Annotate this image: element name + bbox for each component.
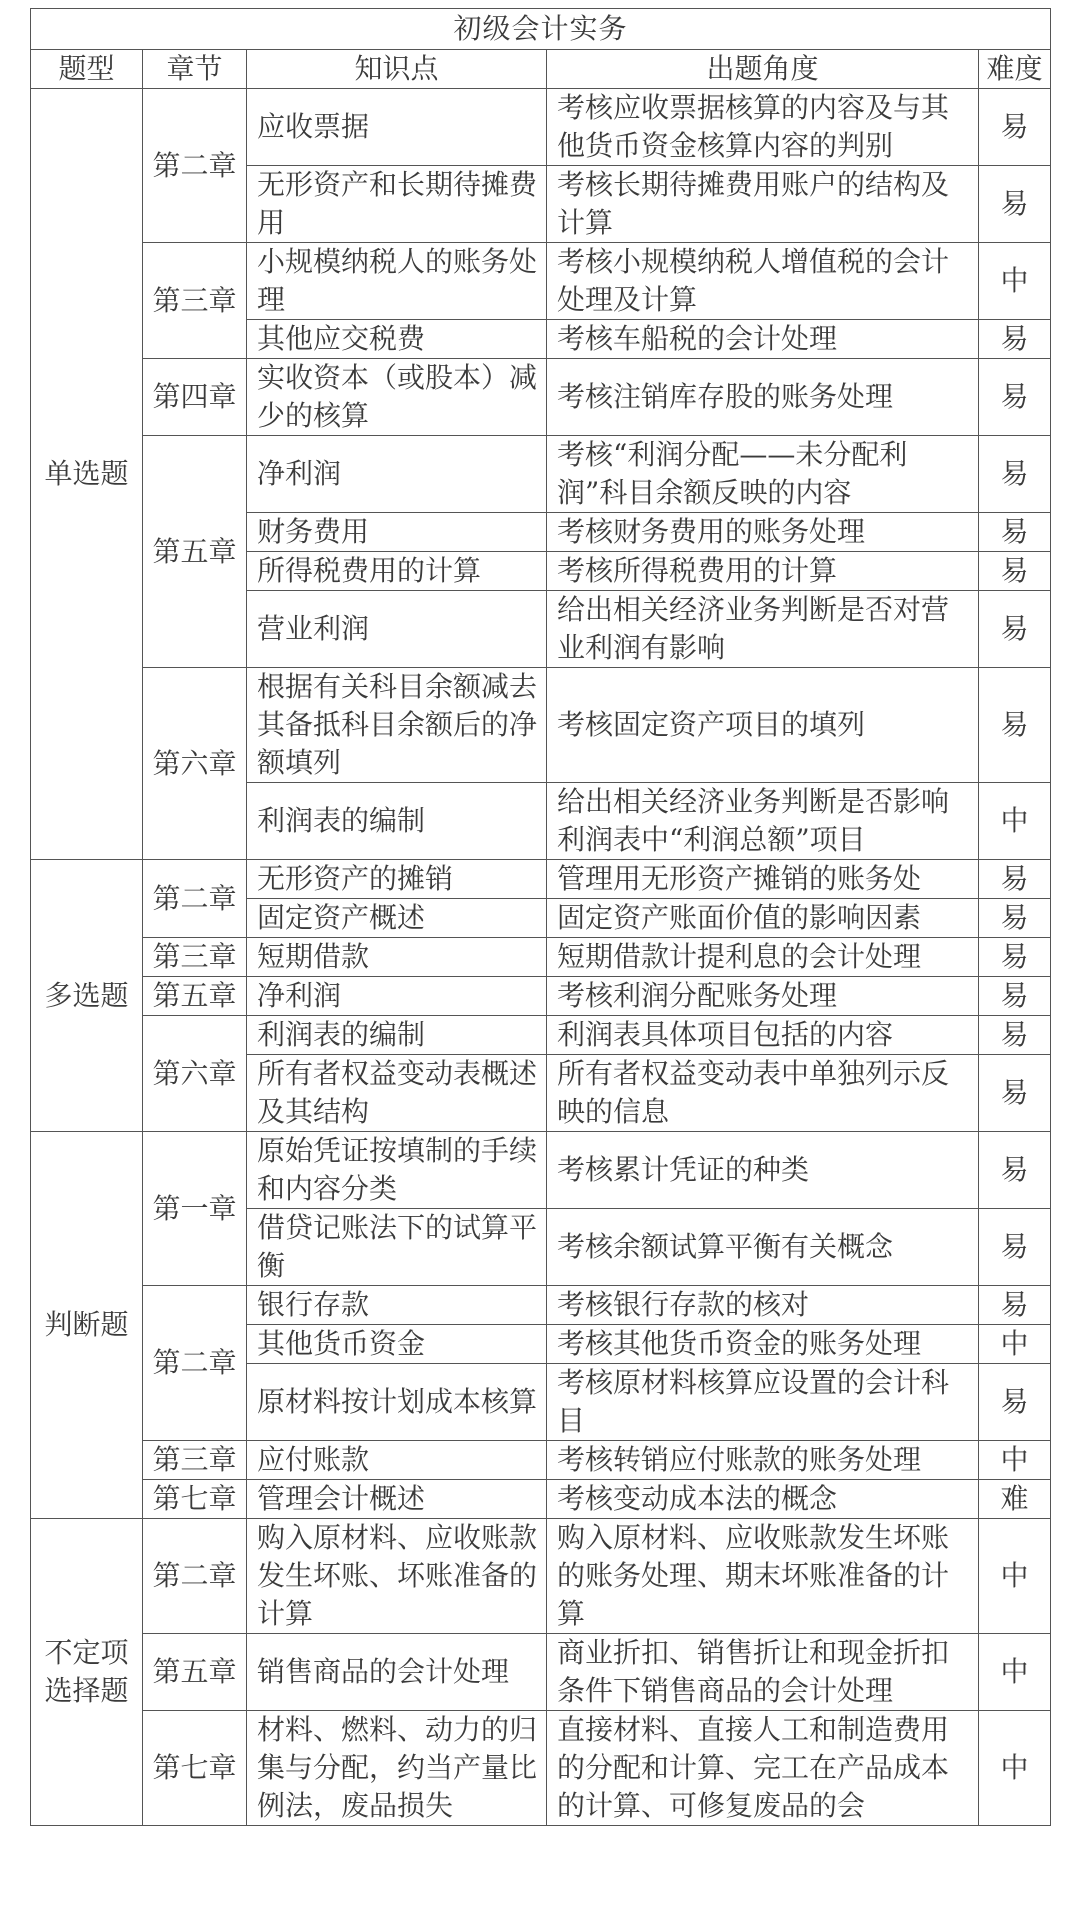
chapter-cell: 第六章 — [143, 1016, 247, 1132]
chapter-cell: 第二章 — [143, 1519, 247, 1634]
header-angle: 出题角度 — [547, 50, 979, 89]
chapter-cell: 第二章 — [143, 1286, 247, 1441]
knowledge-point-cell: 借贷记账法下的试算平衡 — [247, 1209, 547, 1286]
chapter-cell: 第六章 — [143, 668, 247, 860]
question-angle-cell: 考核财务费用的账务处理 — [547, 513, 979, 552]
question-angle-cell: 考核小规模纳税人增值税的会计处理及计算 — [547, 243, 979, 320]
chapter-cell: 第二章 — [143, 89, 247, 243]
knowledge-point-cell: 应付账款 — [247, 1441, 547, 1480]
question-angle-cell: 给出相关经济业务判断是否影响利润表中“利润总额”项目 — [547, 783, 979, 860]
difficulty-cell: 易 — [979, 320, 1051, 359]
knowledge-point-cell: 银行存款 — [247, 1286, 547, 1325]
question-type-cell: 不定项选择题 — [31, 1519, 143, 1826]
chapter-cell: 第五章 — [143, 1634, 247, 1711]
difficulty-cell: 易 — [979, 1016, 1051, 1055]
chapter-cell: 第四章 — [143, 359, 247, 436]
difficulty-cell: 中 — [979, 1519, 1051, 1634]
question-angle-cell: 给出相关经济业务判断是否对营业利润有影响 — [547, 591, 979, 668]
question-angle-cell: 固定资产账面价值的影响因素 — [547, 899, 979, 938]
knowledge-point-cell: 净利润 — [247, 436, 547, 513]
table-row — [31, 1132, 1051, 1209]
difficulty-cell: 易 — [979, 436, 1051, 513]
table-row — [31, 359, 1051, 436]
chapter-cell: 第五章 — [143, 436, 247, 668]
knowledge-point-cell: 利润表的编制 — [247, 1016, 547, 1055]
header-difficulty: 难度 — [979, 50, 1051, 89]
question-angle-cell: 所有者权益变动表中单独列示反映的信息 — [547, 1055, 979, 1132]
difficulty-cell: 中 — [979, 1441, 1051, 1480]
table-row — [31, 1286, 1051, 1325]
difficulty-cell: 中 — [979, 243, 1051, 320]
table-row — [31, 1519, 1051, 1634]
knowledge-point-cell: 固定资产概述 — [247, 899, 547, 938]
table-row — [31, 89, 1051, 166]
difficulty-cell: 易 — [979, 1055, 1051, 1132]
knowledge-point-cell: 销售商品的会计处理 — [247, 1634, 547, 1711]
table-row — [31, 977, 1051, 1016]
knowledge-point-cell: 实收资本（或股本）减少的核算 — [247, 359, 547, 436]
knowledge-point-cell: 所得税费用的计算 — [247, 552, 547, 591]
difficulty-cell: 中 — [979, 1325, 1051, 1364]
table-title: 初级会计实务 — [31, 9, 1051, 50]
knowledge-point-cell: 净利润 — [247, 977, 547, 1016]
knowledge-point-cell: 所有者权益变动表概述及其结构 — [247, 1055, 547, 1132]
knowledge-point-cell: 其他应交税费 — [247, 320, 547, 359]
table-row — [31, 668, 1051, 783]
question-angle-cell: 购入原材料、应收账款发生坏账的账务处理、期末坏账准备的计算 — [547, 1519, 979, 1634]
difficulty-cell: 易 — [979, 552, 1051, 591]
table-row — [31, 1480, 1051, 1519]
question-angle-cell: 考核所得税费用的计算 — [547, 552, 979, 591]
knowledge-point-cell: 购入原材料、应收账款发生坏账、坏账准备的计算 — [247, 1519, 547, 1634]
question-angle-cell: 考核“利润分配——未分配利润”科目余额反映的内容 — [547, 436, 979, 513]
knowledge-point-cell: 小规模纳税人的账务处理 — [247, 243, 547, 320]
question-angle-cell: 考核长期待摊费用账户的结构及计算 — [547, 166, 979, 243]
difficulty-cell: 易 — [979, 1364, 1051, 1441]
question-angle-cell: 考核银行存款的核对 — [547, 1286, 979, 1325]
question-angle-cell: 考核转销应付账款的账务处理 — [547, 1441, 979, 1480]
question-angle-cell: 考核其他货币资金的账务处理 — [547, 1325, 979, 1364]
question-type-cell: 单选题 — [31, 89, 143, 860]
difficulty-cell: 易 — [979, 938, 1051, 977]
knowledge-point-cell: 原始凭证按填制的手续和内容分类 — [247, 1132, 547, 1209]
chapter-cell: 第五章 — [143, 977, 247, 1016]
question-type-cell: 判断题 — [31, 1132, 143, 1519]
knowledge-point-cell: 营业利润 — [247, 591, 547, 668]
difficulty-cell: 难 — [979, 1480, 1051, 1519]
question-angle-cell: 利润表具体项目包括的内容 — [547, 1016, 979, 1055]
difficulty-cell: 中 — [979, 783, 1051, 860]
table-row — [31, 938, 1051, 977]
difficulty-cell: 易 — [979, 977, 1051, 1016]
chapter-cell: 第七章 — [143, 1480, 247, 1519]
question-angle-cell: 直接材料、直接人工和制造费用的分配和计算、完工在产品成本的计算、可修复废品的会 — [547, 1711, 979, 1826]
knowledge-point-cell: 利润表的编制 — [247, 783, 547, 860]
knowledge-point-cell: 材料、燃料、动力的归集与分配，约当产量比例法，废品损失 — [247, 1711, 547, 1826]
table-row — [31, 243, 1051, 320]
difficulty-cell: 易 — [979, 89, 1051, 166]
difficulty-cell: 易 — [979, 1132, 1051, 1209]
table-row — [31, 1711, 1051, 1826]
question-angle-cell: 考核余额试算平衡有关概念 — [547, 1209, 979, 1286]
chapter-cell: 第七章 — [143, 1711, 247, 1826]
header-chapter: 章节 — [143, 50, 247, 89]
table-row — [31, 1441, 1051, 1480]
question-angle-cell: 考核注销库存股的账务处理 — [547, 359, 979, 436]
difficulty-cell: 中 — [979, 1711, 1051, 1826]
difficulty-cell: 易 — [979, 668, 1051, 783]
chapter-cell: 第三章 — [143, 243, 247, 359]
chapter-cell: 第三章 — [143, 1441, 247, 1480]
table-row — [31, 1634, 1051, 1711]
knowledge-point-cell: 根据有关科目余额减去其备抵科目余额后的净额填列 — [247, 668, 547, 783]
difficulty-cell: 易 — [979, 860, 1051, 899]
table-row — [31, 1016, 1051, 1055]
question-angle-cell: 考核固定资产项目的填列 — [547, 668, 979, 783]
knowledge-point-cell: 应收票据 — [247, 89, 547, 166]
header-type: 题型 — [31, 50, 143, 89]
question-angle-cell: 考核车船税的会计处理 — [547, 320, 979, 359]
knowledge-point-cell: 原材料按计划成本核算 — [247, 1364, 547, 1441]
question-angle-cell: 考核原材料核算应设置的会计科目 — [547, 1364, 979, 1441]
knowledge-point-cell: 无形资产的摊销 — [247, 860, 547, 899]
knowledge-point-cell: 无形资产和长期待摊费用 — [247, 166, 547, 243]
question-type-cell: 多选题 — [31, 860, 143, 1132]
knowledge-point-cell: 其他货币资金 — [247, 1325, 547, 1364]
question-angle-cell: 考核应收票据核算的内容及与其他货币资金核算内容的判别 — [547, 89, 979, 166]
exam-table-sheet — [30, 8, 1050, 1826]
exam-outline-table — [30, 8, 1051, 1826]
question-angle-cell: 管理用无形资产摊销的账务处 — [547, 860, 979, 899]
question-angle-cell: 考核变动成本法的概念 — [547, 1480, 979, 1519]
difficulty-cell: 易 — [979, 1209, 1051, 1286]
difficulty-cell: 易 — [979, 166, 1051, 243]
title-row — [31, 9, 1051, 50]
difficulty-cell: 易 — [979, 359, 1051, 436]
table-row — [31, 436, 1051, 513]
chapter-cell: 第三章 — [143, 938, 247, 977]
header-knowledge: 知识点 — [247, 50, 547, 89]
question-angle-cell: 短期借款计提利息的会计处理 — [547, 938, 979, 977]
question-angle-cell: 考核利润分配账务处理 — [547, 977, 979, 1016]
difficulty-cell: 中 — [979, 1634, 1051, 1711]
header-row — [31, 50, 1051, 89]
knowledge-point-cell: 财务费用 — [247, 513, 547, 552]
question-angle-cell: 商业折扣、销售折让和现金折扣条件下销售商品的会计处理 — [547, 1634, 979, 1711]
table-row — [31, 860, 1051, 899]
question-angle-cell: 考核累计凭证的种类 — [547, 1132, 979, 1209]
knowledge-point-cell: 管理会计概述 — [247, 1480, 547, 1519]
difficulty-cell: 易 — [979, 591, 1051, 668]
difficulty-cell: 易 — [979, 513, 1051, 552]
difficulty-cell: 易 — [979, 899, 1051, 938]
difficulty-cell: 易 — [979, 1286, 1051, 1325]
chapter-cell: 第一章 — [143, 1132, 247, 1286]
knowledge-point-cell: 短期借款 — [247, 938, 547, 977]
chapter-cell: 第二章 — [143, 860, 247, 938]
